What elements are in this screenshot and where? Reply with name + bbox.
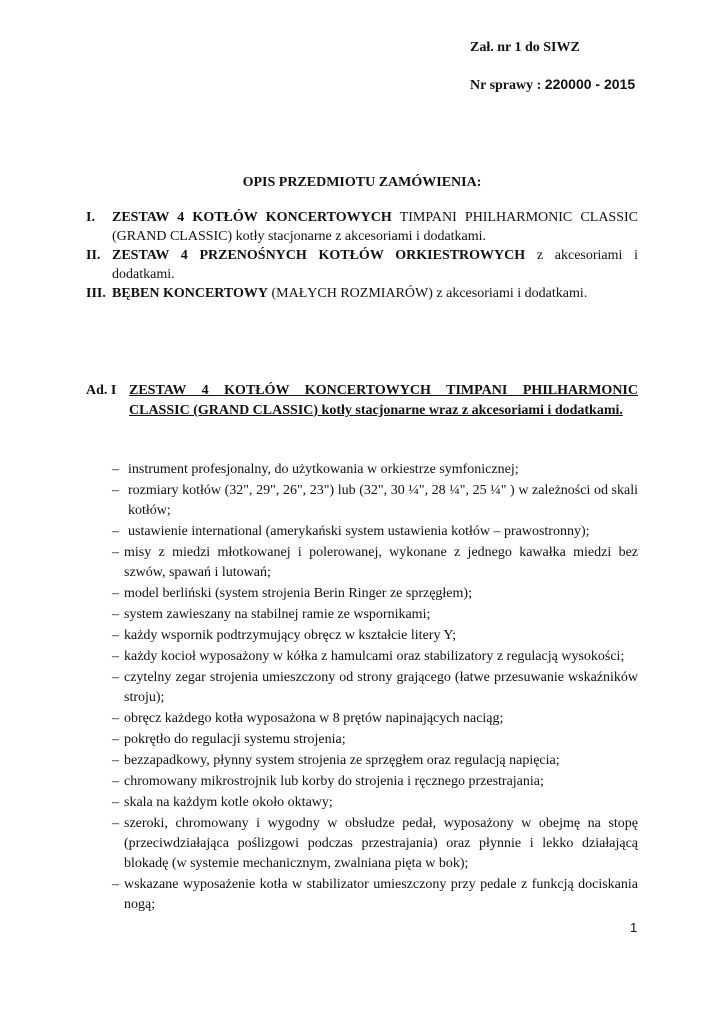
list-dash: – [112,462,119,477]
list-dash: – [112,586,119,601]
list-dash: – [112,753,119,768]
list-item [112,522,638,542]
list-item-text: wskazane wyposażenie kotła w stabilizator umieszczony przy pedale z funkcją dociskania nogą; [124,877,638,912]
scope-item [86,246,638,284]
list-item [112,709,638,729]
list-item-text: każdy wspornik podtrzymujący obręcz w kształcie litery Y; [124,628,457,643]
list-item [112,605,638,625]
list-item-text: model berliński (system strojenia Berin Ringer ze sprzęgłem); [124,586,472,601]
list-item-text: misy z miedzi młotkowanej i polerowanej, wykonane z jednego kawałka miedzi bez szwów, spawań i lutowań; [124,545,638,580]
list-item-text: ustawienie international (amerykański system ustawienia kotłów – prawostronny); [128,524,590,539]
list-item-text: bezzapadkowy, płynny system strojenia ze sprzęgłem oraz regulacją napięcia; [124,753,560,768]
list-item [112,875,638,915]
list-item [112,730,638,750]
list-item [112,543,638,583]
scope-item-number: III. [86,286,106,301]
scope-item-bold: ZESTAW 4 KOTŁÓW KONCERTOWYCH [112,210,392,225]
list-dash: – [112,732,119,747]
list-item [112,460,638,480]
list-dash: – [112,795,119,810]
list-dash: – [112,607,119,622]
scope-item-bold: BĘBEN KONCERTOWY [112,286,269,301]
list-dash: – [112,670,119,685]
list-item-text: czytelny zegar strojenia umieszczony od strony grającego (łatwe przesuwanie wskaźników stroju); [124,670,638,705]
list-dash: – [112,483,119,498]
list-item-text: instrument profesjonalny, do użytkowania w orkiestrze symfonicznej; [128,462,519,477]
scope-item [86,284,638,303]
list-item [112,668,638,708]
scope-item-rest: (MAŁYCH ROZMIARÓW) z akcesoriami i dodatkami. [268,286,588,301]
scope-item-rest: z akcesoriami i dodatkami. [112,248,638,282]
list-item-text: system zawieszany na stabilnej ramie ze wspornikami; [124,607,431,622]
list-dash: – [112,711,119,726]
section-label: Ad. I [86,383,117,398]
case-number-label: Nr sprawy : [470,78,545,93]
list-item-text: skala na każdym kotle około oktawy; [124,795,333,810]
attachment-reference: Zał. nr 1 do SIWZ [470,40,580,55]
page-number: 1 [630,920,638,935]
order-scope-list [86,208,638,303]
list-dash: – [112,774,119,789]
section-heading [86,381,638,421]
requirements-list [112,460,638,916]
case-number-line [470,76,635,94]
case-number: 220000 - 2015 [544,76,636,92]
list-item-text: pokrętło do regulacji systemu strojenia; [124,732,346,747]
scope-item-text [112,246,638,284]
list-dash: – [112,628,119,643]
list-item [112,751,638,771]
list-item-text: rozmiary kotłów (32", 29", 26", 23") lub (32", 30 ¼", 28 ¼", 25 ¼" ) w zależności od skali kotłów; [128,483,638,518]
list-item [112,626,638,646]
list-dash: – [112,877,119,892]
scope-item-rest: TIMPANI PHILHARMONIC CLASSIC (GRAND CLASSIC) kotły stacjonarne z akcesoriami i dodatkami. [112,210,639,244]
list-item-text: chromowany mikrostrojnik lub korby do strojenia i ręcznego przestrajania; [124,774,544,789]
scope-item-number: I. [86,210,95,225]
list-item [112,793,638,813]
scope-item-text [112,284,638,303]
list-item-text: obręcz każdego kotła wyposażona w 8 prętów napinających naciąg; [124,711,504,726]
document-title: OPIS PRZEDMIOTU ZAMÓWIENIA: [242,175,482,190]
scope-item-text [112,208,638,246]
list-item [112,647,638,667]
scope-item [86,208,638,246]
section-title: ZESTAW 4 KOTŁÓW KONCERTOWYCH TIMPANI PHILHARMONIC CLASSIC (GRAND CLASSIC) kotły stacjonarne wraz z akcesoriami i dodatkami. [129,383,638,418]
list-item-text: każdy kocioł wyposażony w kółka z hamulcami oraz stabilizatory z regulacją wysokości; [124,649,625,664]
list-item [112,584,638,604]
list-dash: – [112,524,119,539]
list-dash: – [112,816,119,831]
list-item [112,814,638,874]
scope-item-bold: ZESTAW 4 PRZENOŚNYCH KOTŁÓW ORKIESTROWYCH [112,248,526,263]
list-item [112,481,638,521]
list-dash: – [112,649,119,664]
list-item-text: szeroki, chromowany i wygodny w obsłudze pedał, wyposażony w obejmę na stopę (przeciwdziałająca poślizgowi podczas przestrajania) oraz płynnie i lekko działającą blokadę (w systemie mechanicznym, zwalniana pięta w bok); [124,816,638,871]
scope-item-number: II. [86,248,101,263]
list-item [112,772,638,792]
list-dash: – [112,545,119,560]
